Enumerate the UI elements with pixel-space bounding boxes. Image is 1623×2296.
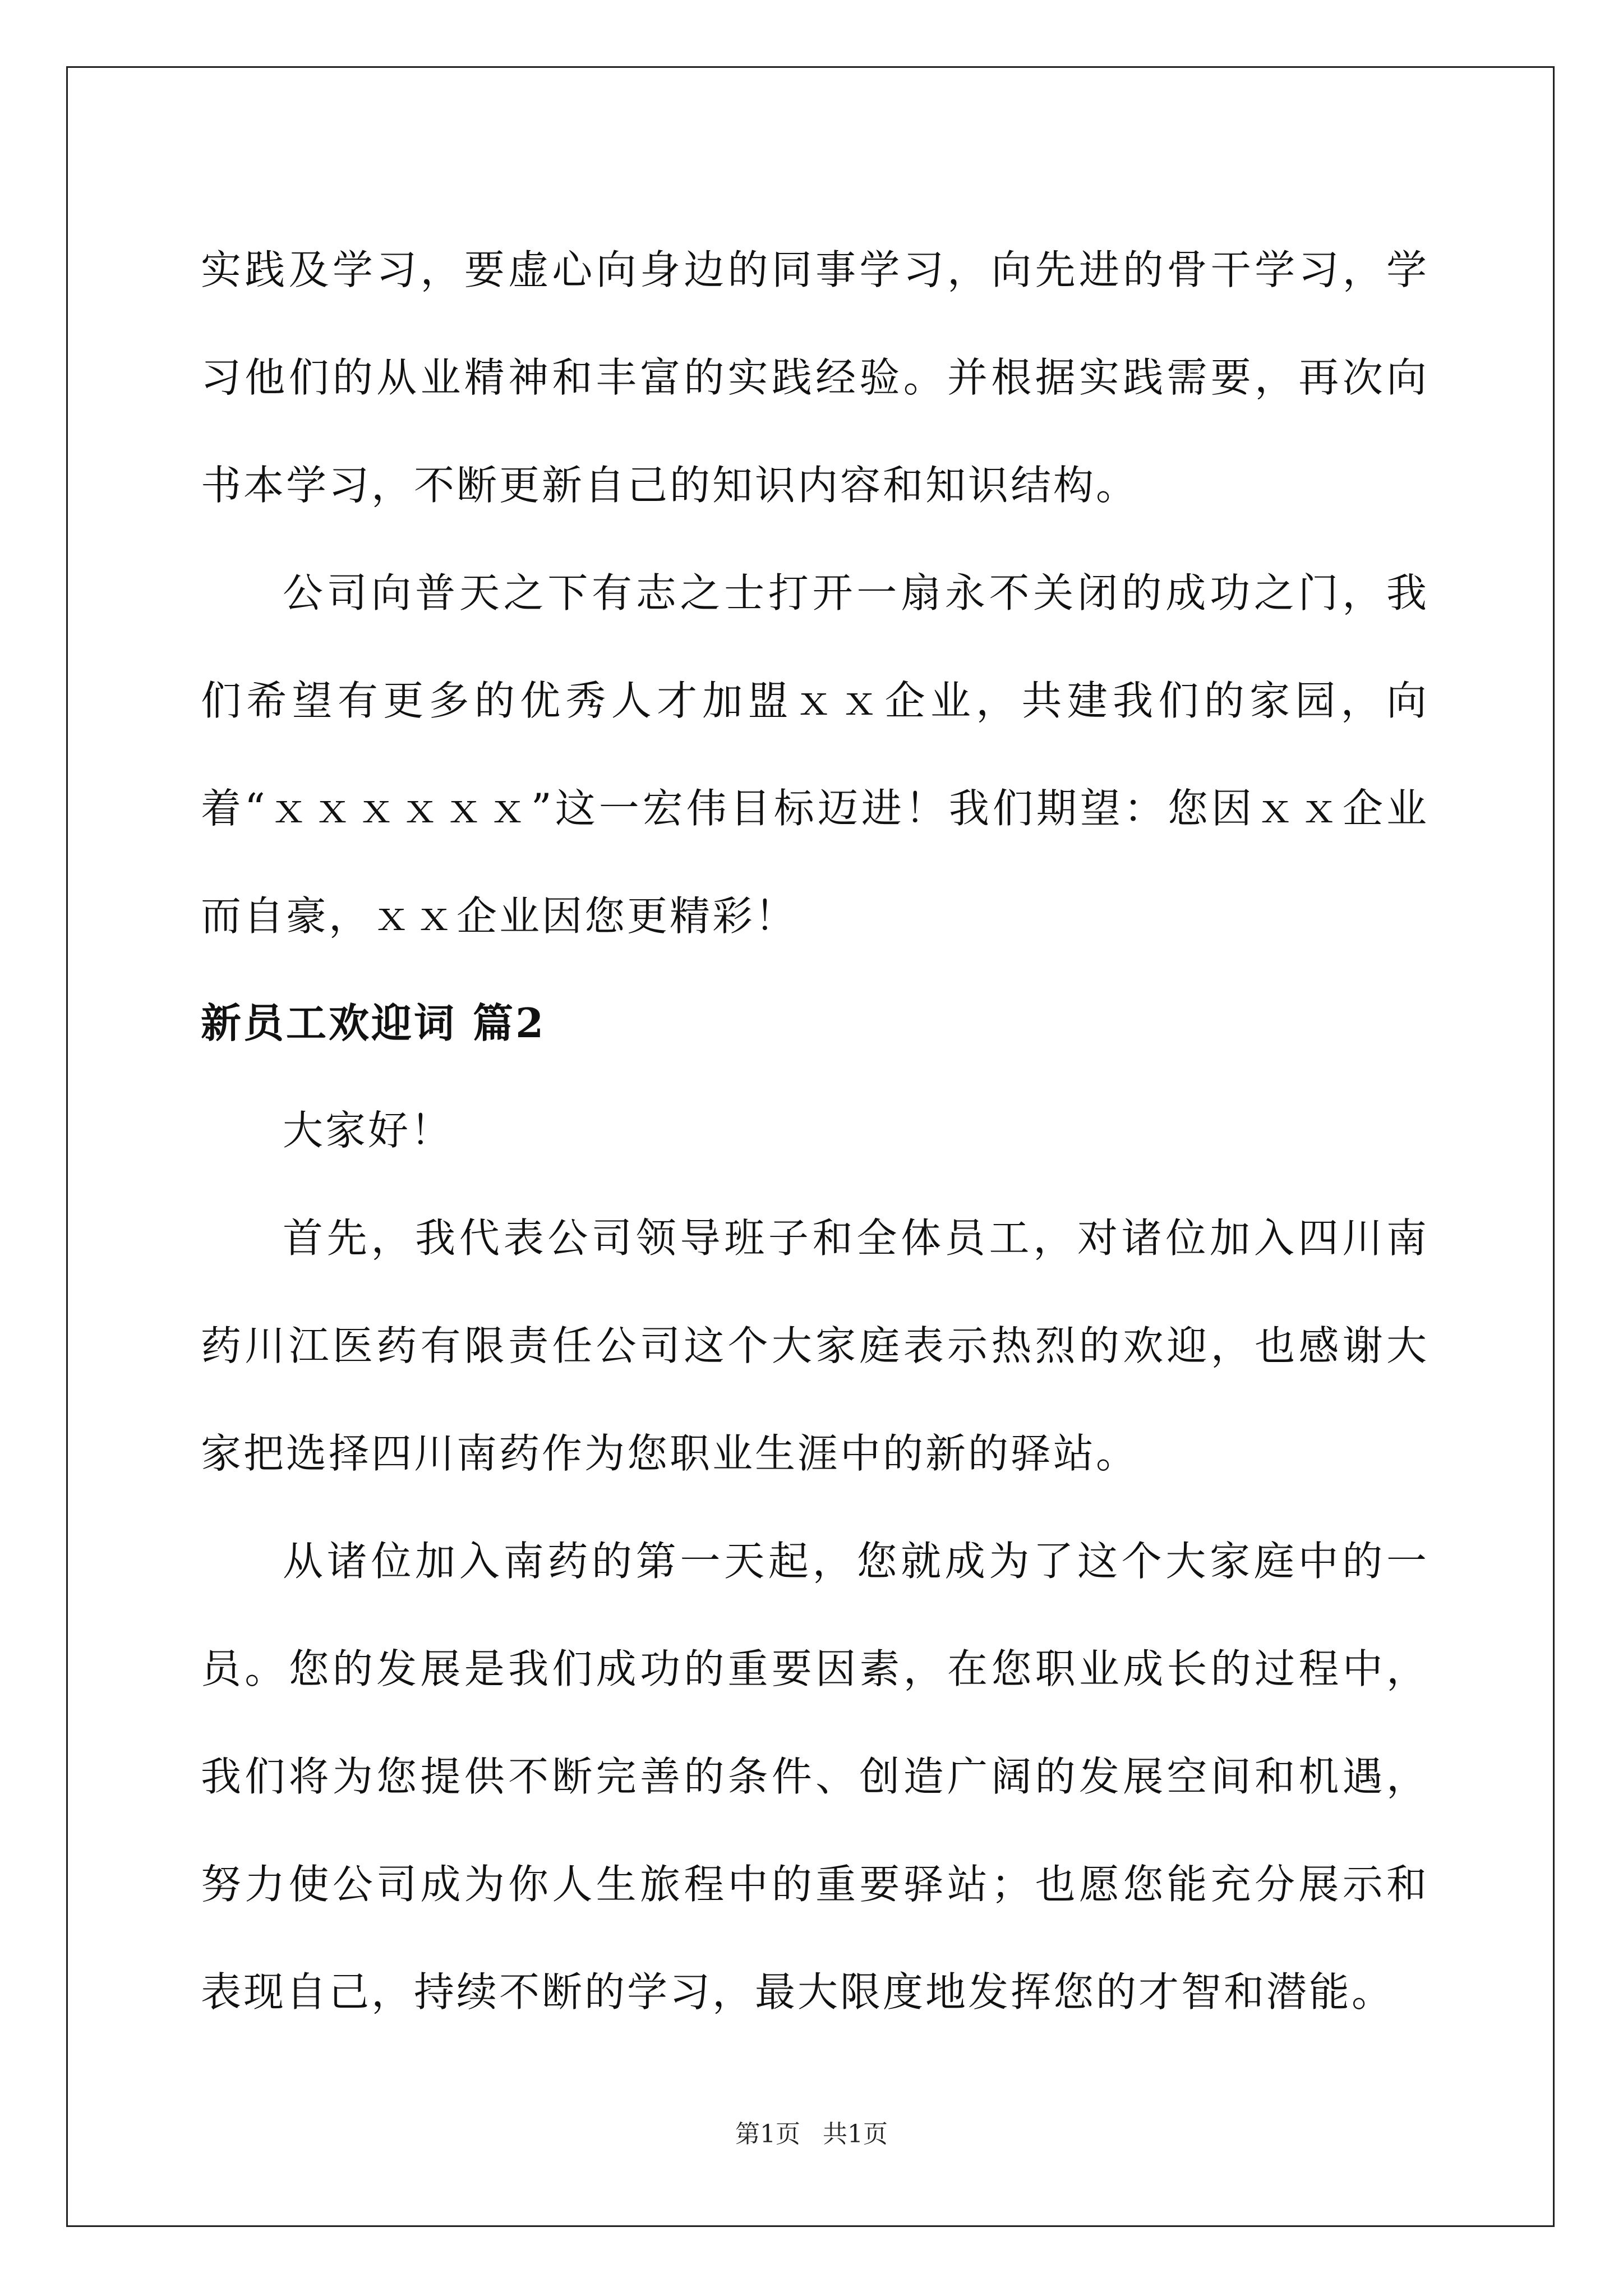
paragraph-greeting: 大家好！ bbox=[283, 1107, 454, 1154]
page-total: 共1页 bbox=[823, 2120, 888, 2148]
document-body bbox=[201, 216, 1429, 2046]
paragraph-2: 公司向普天之下有志之士打开一扇永不关闭的成功之门，我们希望有更多的优秀人才加盟ｘｘ企业，共建我们的家园，向着“ｘｘｘｘｘｘ”这一宏伟目标迈进！我们期望：您因ｘｘ企业而自豪，ｘｘ企业因您更精彩！ bbox=[201, 569, 1429, 940]
paragraph-1: 实践及学习，要虚心向身边的同事学习，向先进的骨干学习，学习他们的从业精神和丰富的实践经验。并根据实践需要，再次向书本学习，不断更新自己的知识内容和知识结构。 bbox=[201, 246, 1429, 509]
paragraph-3: 首先，我代表公司领导班子和全体员工，对诸位加入四川南药川江医药有限责任公司这个大家庭表示热烈的欢迎，也感谢大家把选择四川南药作为您职业生涯中的新的驿站。 bbox=[201, 1214, 1429, 1477]
page-number: 第1页 bbox=[735, 2120, 800, 2148]
page-footer bbox=[0, 2114, 1623, 2150]
section-heading: 新员工欢迎词 篇2 bbox=[201, 999, 546, 1047]
paragraph-4: 从诸位加入南药的第一天起，您就成为了这个大家庭中的一员。您的发展是我们成功的重要因素，在您职业成长的过程中，我们将为您提供不断完善的条件、创造广阔的发展空间和机遇，努力使公司成为你人生旅程中的重要驿站；也愿您能充分展示和表现自己，持续不断的学习，最大限度地发挥您的才智和潜能。 bbox=[201, 1538, 1429, 2016]
